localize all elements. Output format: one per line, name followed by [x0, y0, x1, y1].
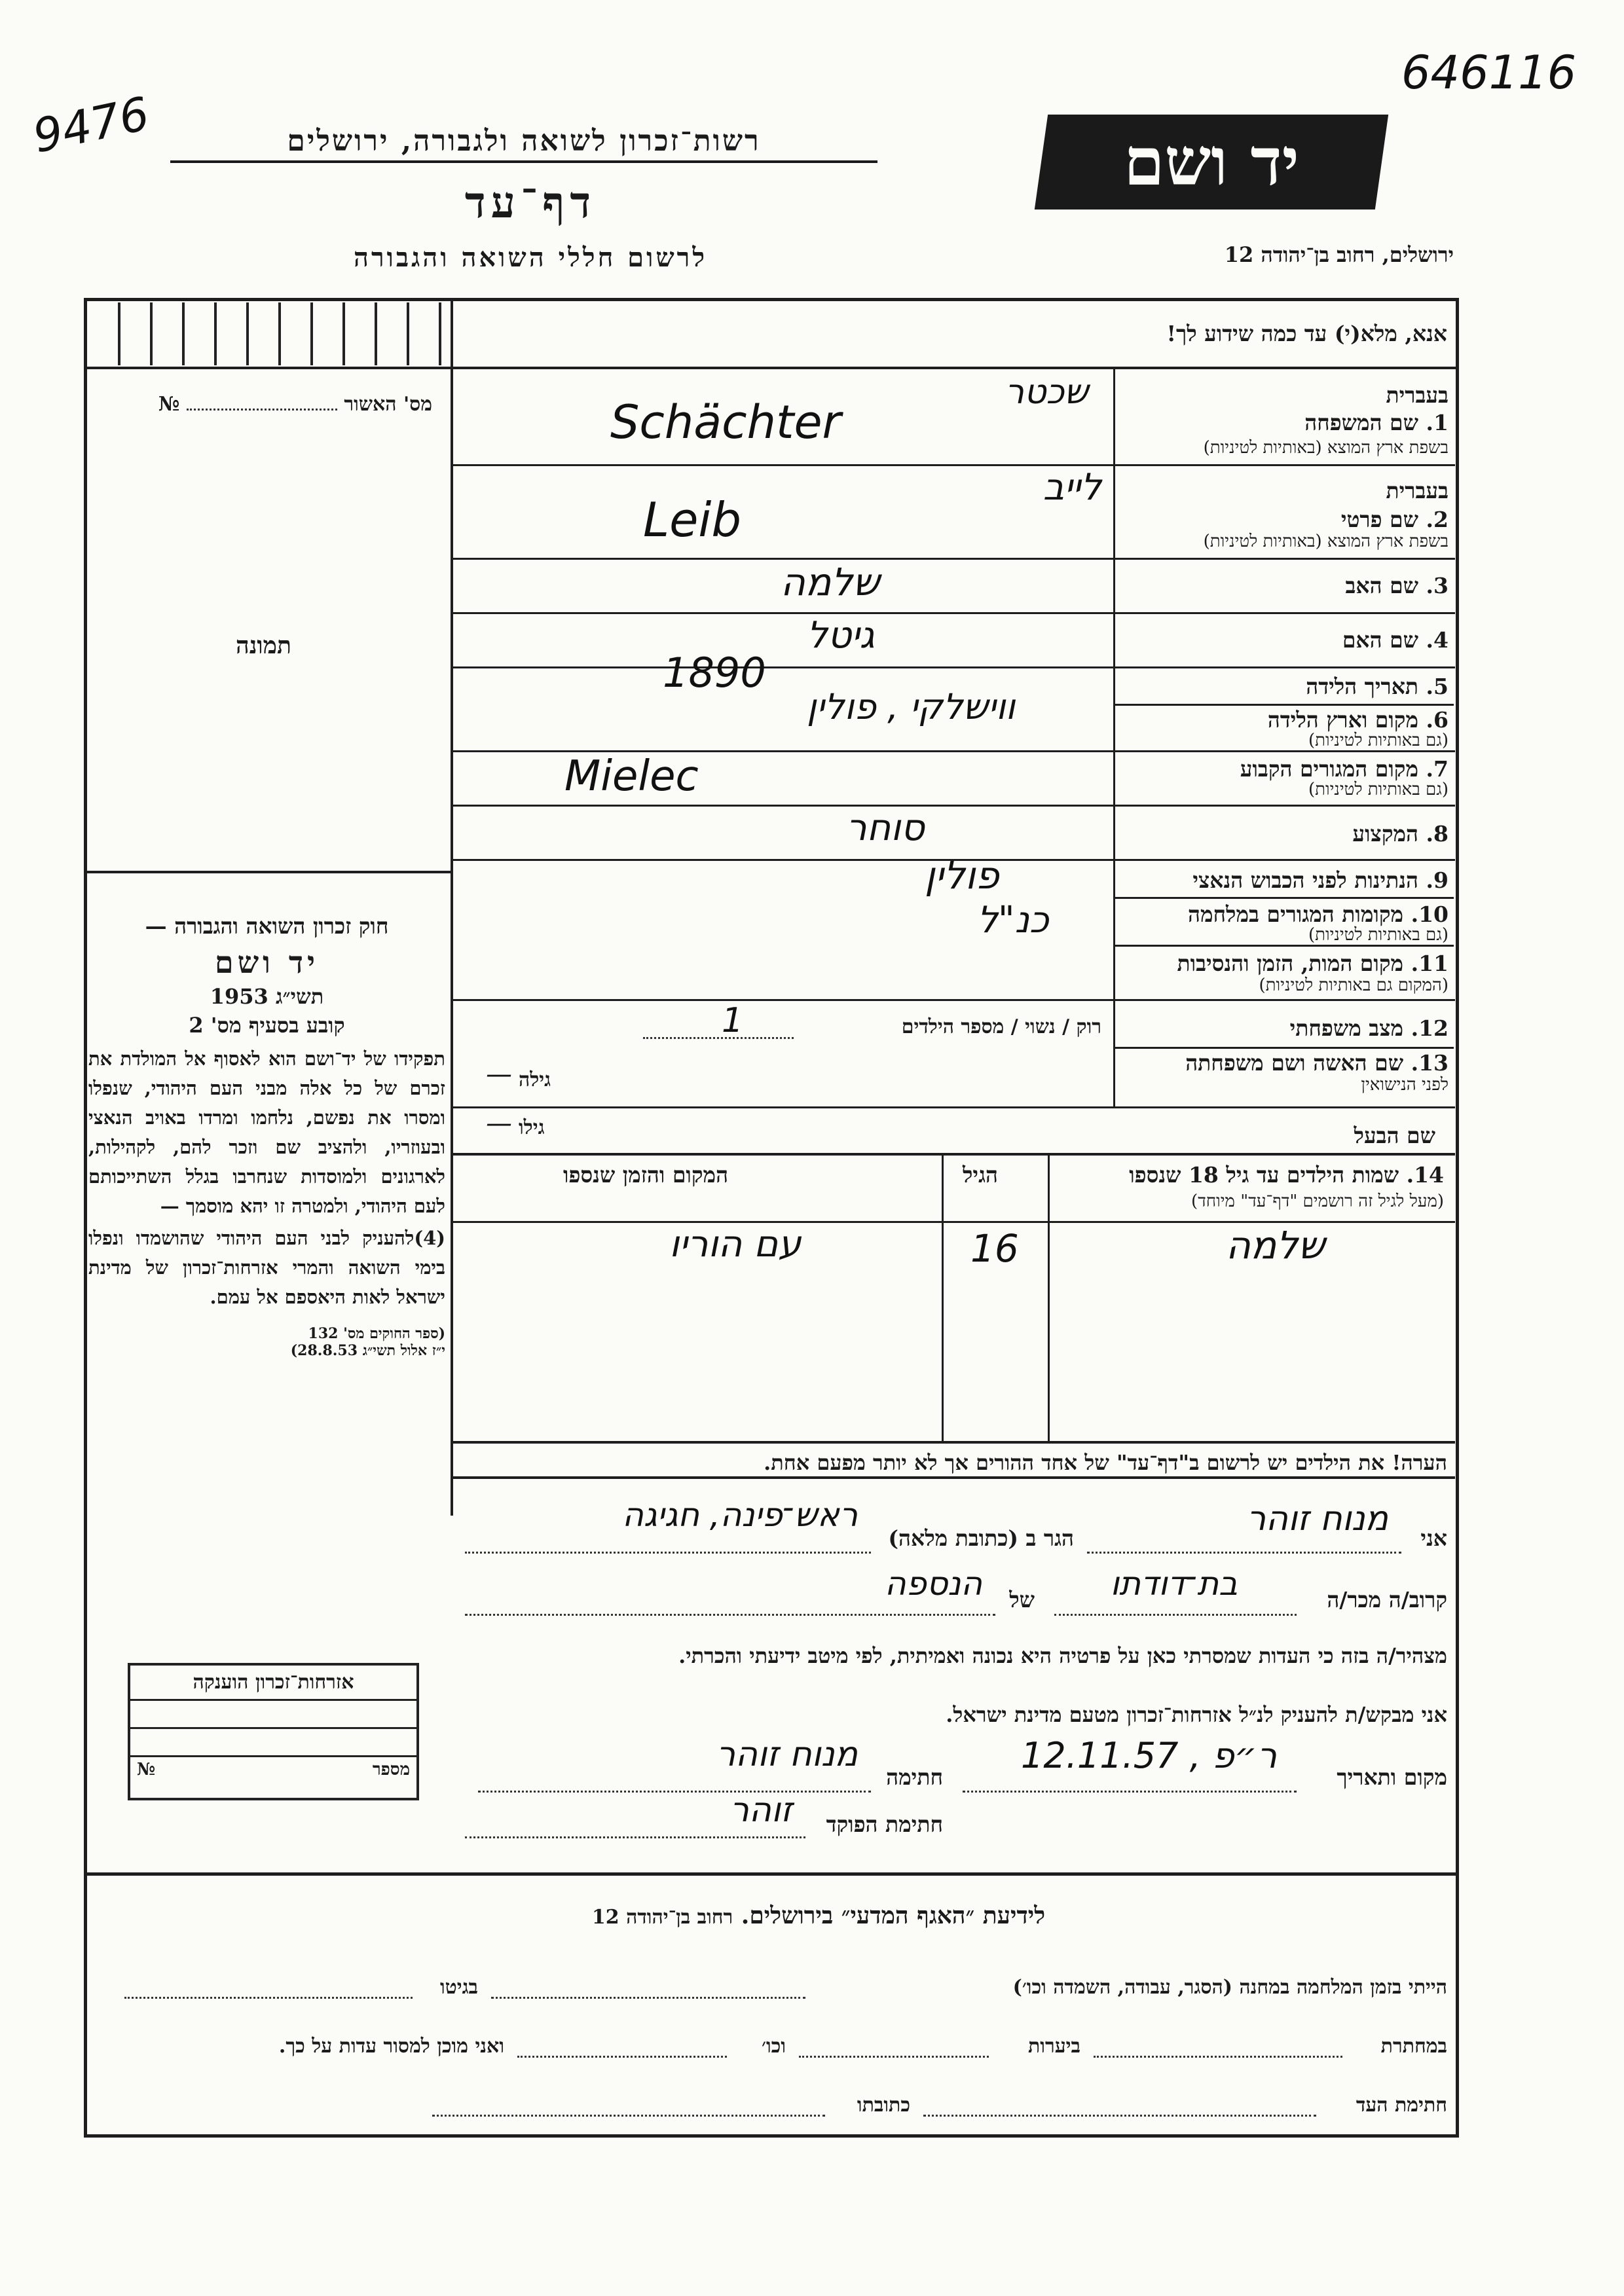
field-label: שם האם	[1342, 627, 1419, 653]
footer-line-1	[98, 1971, 1447, 2010]
marital-options: רוק / נשוי / מספר הילדים	[901, 1015, 1101, 1038]
place-date-row	[458, 1735, 1447, 1804]
footer-underground-label: במחתרת	[1380, 2035, 1447, 2058]
mother-name-value[interactable]: גיטל	[807, 614, 875, 657]
field-sub: לפני הנישואין	[1361, 1075, 1449, 1095]
place-col-header: המקום והזמן שנספו	[563, 1162, 729, 1188]
field-num: 13.	[1411, 1050, 1449, 1076]
note-text: הערה! את הילדים יש לרשום ב"דף־עד" של אחד ההורים אך לא יותר מפעם אחת.	[764, 1450, 1447, 1475]
birth-place-value[interactable]: ווישלקי , פולין	[807, 686, 1016, 727]
wife-age-value[interactable]: —	[486, 1059, 512, 1089]
footer-title-row	[458, 1902, 1179, 1929]
footer-etc-label: וכו׳	[762, 2035, 786, 2058]
law-text: תפקידו של יד־ושם הוא לאסוף אל המולדת את זכרם של כל אלה מבני העם היהודי, שנפלו ומסרו את נפשם, נלחמו ומרדו באויב הנאצי ובעוזריו, ולהציב שם וזכר להם, לקהילות, לארגונים ולמוסדות שנחרבו בגלל השתייכותם לעם היהודי, ולמטרה זו יהא מוסמך —	[88, 1048, 445, 1217]
memorial-no-sign: №	[137, 1760, 156, 1779]
field-father-name	[453, 560, 1455, 612]
field-death-place	[453, 947, 1455, 999]
husband-age-label: גילו	[519, 1116, 545, 1139]
field-wartime-residence	[453, 899, 1455, 945]
citizenship-value[interactable]: פולין	[925, 853, 999, 898]
field-label: שם המשפחה	[1304, 410, 1419, 435]
footer-testify-label: ואני מוכן למסור עדות על כך.	[278, 2035, 504, 2058]
declarant-name[interactable]: מנוח זוהר	[1246, 1499, 1388, 1539]
field-mother-name	[453, 614, 1455, 666]
children-header	[1051, 1156, 1450, 1221]
approval-no-sign: №	[158, 393, 180, 416]
law-block	[88, 913, 445, 1359]
birth-date-value[interactable]: 1890	[663, 649, 766, 697]
field-num: 8.	[1426, 821, 1449, 847]
instructions: אנא, מלא(י) עד כמה שידוע לך!	[1166, 321, 1447, 346]
children-sub: (מעל לגיל זה רושמים "דף־עד" מיוחד)	[1191, 1192, 1444, 1211]
profession-value[interactable]: סוחר	[846, 807, 925, 849]
field-label: מקומות המגורים במלחמה	[1187, 902, 1404, 927]
residence-value[interactable]: Mielec	[564, 752, 699, 801]
wartime-residence-value[interactable]: כנ"ל	[977, 899, 1049, 941]
field-num: 5.	[1426, 674, 1449, 699]
form-title: דף־עד	[464, 177, 597, 228]
field-label: תאריך הלידה	[1306, 674, 1419, 699]
footer-address: רחוב בן־יהודה 12	[591, 1906, 733, 1929]
signature-label: חתימה	[886, 1764, 943, 1790]
field-label: שם האב	[1345, 573, 1419, 598]
field-residence	[453, 752, 1455, 805]
field-label: הנתינות לפני הכבוש הנאצי	[1192, 867, 1419, 893]
child-name[interactable]: שלמה	[1226, 1223, 1325, 1267]
of-label: של	[1009, 1587, 1035, 1613]
field-profession	[453, 807, 1455, 859]
relation-value[interactable]: בת־דודתו	[1110, 1565, 1238, 1603]
field-sub: בשפת ארץ המוצא (באותיות לטיניות)	[1203, 532, 1449, 551]
children-num: 14.	[1406, 1162, 1444, 1188]
approval-ticks	[88, 302, 449, 365]
field-label: מקום וארץ הלידה	[1267, 707, 1419, 733]
field-num: 3.	[1426, 573, 1449, 598]
law-name: יד ושם	[214, 945, 320, 980]
signature-value[interactable]: מנוח זוהר	[716, 1735, 858, 1774]
footer-title: לידיעת ״האגף המדעי״ בירושלים.	[741, 1902, 1046, 1929]
field-sub: (המקום גם באותיות לטיניות)	[1259, 975, 1449, 995]
footer-line-3	[98, 2088, 1447, 2128]
footer-forest-label: ביערות	[1027, 2035, 1080, 2058]
field-citizenship	[453, 853, 1455, 898]
field-num: 11.	[1411, 951, 1449, 976]
photo-label: תמונה	[236, 632, 291, 659]
family-name-hebrew[interactable]: שכטר	[1005, 373, 1088, 412]
field-num: 12.	[1411, 1015, 1449, 1041]
approval-row	[105, 393, 432, 416]
resides-label: הגר ב (כתובת מלאה)	[888, 1525, 1074, 1551]
wife-age-label: גילה	[519, 1068, 551, 1091]
law-year: תשי״ג 1953	[210, 984, 324, 1009]
children-label: שמות הילדים עד גיל 18 שנספו	[1129, 1162, 1399, 1188]
declare-text: מצהיר/ה בזה כי העדות שמסרתי כאן על פרטיה היא נכונה ואמיתית, לפי מיטב ידיעתי והכרתי.	[678, 1643, 1447, 1668]
place-date-value[interactable]: ר״פ , 12.11.57	[1021, 1735, 1277, 1776]
field-wife-name	[453, 1049, 1455, 1106]
officer-row	[458, 1791, 1447, 1850]
child-age[interactable]: 16	[970, 1226, 1019, 1271]
officer-signature[interactable]: זוהר	[729, 1791, 792, 1830]
declaration-line-1	[458, 1496, 1447, 1558]
table-row	[453, 1223, 1455, 1302]
place-date-label: מקום ותאריך	[1337, 1764, 1447, 1790]
declarant-address[interactable]: ראש־פינה, חגיגה	[622, 1496, 858, 1534]
field-sub: (גם באותיות לטיניות)	[1308, 780, 1449, 799]
field-lang-label: בעברית	[1386, 382, 1449, 408]
ani-label: אני	[1420, 1525, 1447, 1551]
field-marital-status	[453, 1001, 1455, 1047]
approval-label: מס' האשור	[344, 393, 432, 416]
footer-witness-address-label: כתובתו	[857, 2094, 910, 2117]
law-title: חוק זכרון השואה והגבורה —	[145, 913, 389, 939]
field-sub: (גם באותיות לטיניות)	[1308, 925, 1449, 945]
memorial-box-title: אזרחות־זכרון הוענקה	[130, 1666, 416, 1701]
field-family-name	[453, 369, 1455, 464]
field-label: שם הבעל	[1354, 1123, 1435, 1148]
field-sub: (גם באותיות לטיניות)	[1308, 731, 1449, 750]
field-label: מקום המגורים הקבוע	[1240, 756, 1419, 782]
children-count[interactable]: 1	[722, 1001, 744, 1040]
header-address: ירושלים, רחוב בן־יהודה 12	[1224, 242, 1454, 267]
field-sub: בשפת ארץ המוצא (באותיות לטיניות)	[1203, 438, 1449, 458]
footer-line-2	[98, 2030, 1447, 2069]
field-num: 6.	[1426, 707, 1449, 733]
field-num: 9.	[1426, 867, 1449, 893]
form-subtitle: לרשום חללי השואה והגבורה	[353, 242, 708, 273]
footer-witness-signature-label: חתימת העד	[1356, 2094, 1447, 2117]
family-name-latin[interactable]: Schächter	[610, 395, 841, 449]
relative-label: קרוב/ה מכר/ה	[1327, 1587, 1447, 1613]
archive-number-right: 646116	[1401, 46, 1577, 100]
field-label: מקום המות, הזמן והנסיבות	[1177, 951, 1404, 976]
declaration-line-2	[458, 1565, 1447, 1624]
footer-camp-text: הייתי בזמן המלחמה במחנה (הסגר, עבודה, השמדה וכו׳)	[1012, 1976, 1447, 1999]
first-name-latin[interactable]: Leib	[643, 492, 742, 547]
footer-ghetto-label: בגיטו	[439, 1976, 478, 1999]
law-section: קובע בסעיף מס' 2	[189, 1013, 345, 1038]
field-label: שם האשה ושם משפחתה	[1185, 1050, 1404, 1076]
memorial-box	[128, 1663, 419, 1800]
law-text-4: (4)להעניק לבני העם היהודי שהושמדו ונפלו בימי השואה והמרי אזרחות־זכרון של מדינת ישראל לאות היאספם אל עמם.	[88, 1227, 445, 1308]
field-label: מצב משפחתי	[1289, 1015, 1404, 1041]
field-num: 2.	[1426, 507, 1449, 532]
husband-age-value[interactable]: —	[486, 1108, 512, 1139]
archive-number-left: 9476	[28, 86, 154, 164]
request-text: אני מבקש/ת להעניק לנ״ל אזרחות־זכרון מטעם מדינת ישראל.	[946, 1702, 1447, 1727]
field-first-name	[453, 466, 1455, 558]
law-ref-2: י״ז אלול תשי״ג 28.8.53)	[290, 1342, 445, 1359]
field-num: 4.	[1426, 627, 1449, 653]
field-husband-name	[453, 1108, 1455, 1153]
field-lang-label: בעברית	[1386, 478, 1449, 503]
logo-text: יד ושם	[1124, 123, 1299, 200]
memorial-number-label: מספר	[372, 1760, 410, 1779]
yad-vashem-logo	[1035, 115, 1388, 210]
field-num: 7.	[1426, 756, 1449, 782]
field-num: 10.	[1411, 902, 1449, 927]
child-place[interactable]: עם הוריו	[669, 1223, 802, 1266]
officer-label: חתימת הפוקד	[826, 1812, 943, 1837]
law-ref-1: (ספר החוקים מס' 132	[308, 1325, 445, 1342]
field-label: המקצוע	[1352, 821, 1419, 847]
authority-title: רשות־זכרון לשואה ולגבורה, ירושלים	[170, 124, 877, 163]
of-value[interactable]: הנספה	[884, 1565, 982, 1603]
field-num: 1.	[1426, 410, 1449, 435]
field-label: שם פרטי	[1340, 507, 1419, 532]
age-col-header: הגיל	[963, 1162, 998, 1188]
father-name-value[interactable]: שלמה	[781, 560, 880, 604]
first-name-hebrew[interactable]: לייב	[1043, 466, 1101, 509]
